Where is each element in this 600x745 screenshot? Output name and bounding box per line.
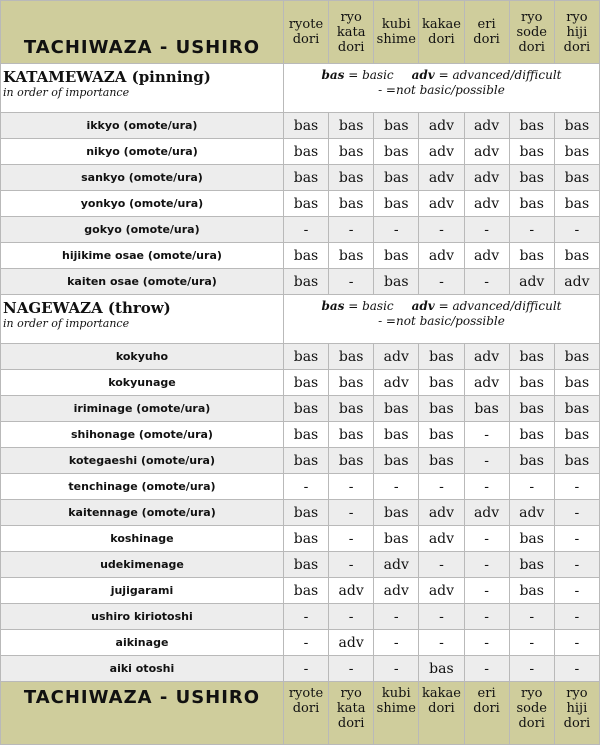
attack-header-line: sode: [516, 701, 547, 716]
legend-bas-desc: = basic: [348, 299, 394, 313]
rating-cell: adv: [509, 500, 554, 526]
rating-cell: bas: [509, 526, 554, 552]
rating-cell: bas: [554, 165, 599, 191]
rating-cell: bas: [509, 344, 554, 370]
rating-cell: adv: [419, 243, 464, 269]
rating-cell: -: [329, 217, 374, 243]
technique-name: nikyo (omote/ura): [1, 139, 284, 165]
attack-header-line: eri: [477, 686, 496, 701]
technique-name: kokyunage: [1, 370, 284, 396]
section-title-cell: [1, 295, 284, 344]
rating-cell: -: [374, 217, 419, 243]
attack-header-line: dori: [518, 716, 545, 731]
section-subtitle: in order of importance: [3, 317, 130, 330]
rating-cell: bas: [329, 165, 374, 191]
attack-header-line: eri: [477, 17, 496, 32]
attack-header-line: kata: [336, 24, 366, 40]
attack-header-line: ryo: [340, 686, 362, 701]
table-body: [1, 1, 600, 745]
rating-cell: bas: [509, 552, 554, 578]
rating-cell: bas: [329, 344, 374, 370]
rating-cell: bas: [419, 422, 464, 448]
attack-header: [329, 1, 374, 64]
rating-cell: -: [374, 656, 419, 682]
footer-row: [1, 682, 600, 745]
table-row: [1, 656, 600, 682]
technique-name: yonkyo (omote/ura): [1, 191, 284, 217]
table-row: [1, 552, 600, 578]
rating-cell: -: [554, 630, 599, 656]
rating-cell: -: [509, 474, 554, 500]
rating-cell: -: [464, 474, 509, 500]
rating-cell: adv: [419, 526, 464, 552]
rating-cell: bas: [374, 448, 419, 474]
attack-header-line: ryo: [340, 9, 362, 25]
legend-line: [284, 68, 599, 83]
rating-cell: adv: [374, 370, 419, 396]
rating-cell: adv: [464, 370, 509, 396]
rating-cell: adv: [419, 578, 464, 604]
rating-cell: bas: [374, 269, 419, 295]
attack-header-line: kakae: [421, 686, 461, 701]
section-header-row: [1, 64, 600, 113]
table-title: TACHIWAZA - USHIRO: [1, 1, 284, 64]
rating-cell: -: [464, 269, 509, 295]
rating-cell: bas: [509, 139, 554, 165]
section-title: NAGEWAZA (throw): [3, 299, 171, 317]
attack-header-line: kakae: [421, 17, 461, 32]
attack-header-line: dori: [518, 39, 545, 55]
rating-cell: bas: [374, 422, 419, 448]
rating-cell: bas: [283, 269, 328, 295]
technique-name: kotegaeshi (omote/ura): [1, 448, 284, 474]
rating-cell: adv: [464, 113, 509, 139]
rating-cell: bas: [464, 396, 509, 422]
rating-cell: adv: [374, 552, 419, 578]
rating-cell: adv: [329, 630, 374, 656]
rating-cell: adv: [419, 500, 464, 526]
attack-header: [554, 1, 599, 64]
rating-cell: -: [419, 604, 464, 630]
table-row: [1, 526, 600, 552]
rating-cell: bas: [509, 165, 554, 191]
technique-name: tenchinage (omote/ura): [1, 474, 284, 500]
rating-cell: adv: [419, 139, 464, 165]
attack-header-line: sode: [516, 24, 547, 40]
legend-adv-key: adv: [411, 299, 435, 313]
rating-cell: adv: [464, 165, 509, 191]
rating-cell: bas: [554, 191, 599, 217]
attack-header-line: kubi: [381, 17, 411, 32]
rating-cell: bas: [419, 344, 464, 370]
attack-header: [419, 682, 464, 745]
rating-cell: adv: [419, 165, 464, 191]
rating-cell: -: [464, 578, 509, 604]
legend-bas-key: bas: [321, 68, 345, 82]
rating-cell: -: [554, 217, 599, 243]
rating-cell: -: [374, 474, 419, 500]
rating-cell: bas: [554, 113, 599, 139]
rating-cell: -: [329, 500, 374, 526]
rating-cell: adv: [419, 191, 464, 217]
rating-cell: -: [419, 552, 464, 578]
rating-cell: -: [374, 604, 419, 630]
technique-name: kaiten osae (omote/ura): [1, 269, 284, 295]
attack-header: [419, 1, 464, 64]
rating-cell: bas: [329, 191, 374, 217]
rating-cell: -: [464, 552, 509, 578]
attack-header: [464, 682, 509, 745]
rating-cell: bas: [329, 448, 374, 474]
attack-header-line: dori: [337, 39, 365, 55]
attack-header: [329, 682, 374, 745]
rating-cell: bas: [283, 139, 328, 165]
legend-line: [284, 299, 599, 314]
rating-cell: bas: [554, 243, 599, 269]
rating-cell: -: [554, 474, 599, 500]
rating-cell: bas: [554, 448, 599, 474]
attack-header-line: ryote: [288, 17, 324, 32]
rating-cell: bas: [419, 396, 464, 422]
rating-cell: -: [419, 269, 464, 295]
table-row: [1, 217, 600, 243]
rating-cell: -: [419, 217, 464, 243]
section-title: KATAMEWAZA (pinning): [3, 68, 211, 86]
rating-cell: bas: [374, 165, 419, 191]
attack-header: [509, 682, 554, 745]
rating-cell: -: [464, 422, 509, 448]
attack-header-line: dori: [473, 32, 500, 47]
technique-name: gokyo (omote/ura): [1, 217, 284, 243]
rating-cell: bas: [509, 243, 554, 269]
rating-cell: -: [283, 604, 328, 630]
legend-other: - =not basic/possible: [378, 314, 505, 328]
legend-adv-desc: = advanced/difficult: [438, 68, 562, 82]
rating-cell: -: [329, 474, 374, 500]
table-row: [1, 191, 600, 217]
rating-cell: adv: [374, 578, 419, 604]
legend-other: - =not basic/possible: [378, 83, 505, 97]
table-row: [1, 500, 600, 526]
rating-cell: -: [283, 474, 328, 500]
rating-cell: -: [374, 630, 419, 656]
table-title: TACHIWAZA - USHIRO: [1, 682, 284, 745]
table-row: [1, 578, 600, 604]
table-row: [1, 474, 600, 500]
table-row: [1, 604, 600, 630]
rating-cell: bas: [283, 448, 328, 474]
technique-name: udekimenage: [1, 552, 284, 578]
rating-cell: -: [554, 578, 599, 604]
rating-cell: -: [464, 448, 509, 474]
rating-cell: bas: [329, 396, 374, 422]
rating-cell: bas: [283, 578, 328, 604]
attack-header-line: ryote: [288, 686, 324, 701]
rating-cell: bas: [554, 344, 599, 370]
rating-cell: bas: [554, 370, 599, 396]
rating-cell: bas: [509, 448, 554, 474]
attack-header-line: shime: [376, 32, 416, 47]
rating-cell: bas: [419, 656, 464, 682]
rating-cell: -: [464, 630, 509, 656]
technique-name: sankyo (omote/ura): [1, 165, 284, 191]
rating-cell: bas: [329, 139, 374, 165]
attack-header-line: kubi: [381, 686, 411, 701]
attack-header: [283, 1, 328, 64]
rating-cell: bas: [329, 370, 374, 396]
rating-cell: adv: [464, 500, 509, 526]
technique-name: kokyuho: [1, 344, 284, 370]
rating-cell: bas: [509, 422, 554, 448]
attack-header: [283, 682, 328, 745]
rating-cell: adv: [464, 344, 509, 370]
rating-cell: -: [419, 474, 464, 500]
rating-cell: bas: [329, 113, 374, 139]
attack-header-line: ryo: [521, 686, 543, 701]
technique-name: aikinage: [1, 630, 284, 656]
rating-cell: -: [554, 656, 599, 682]
rating-cell: -: [283, 217, 328, 243]
attack-header-line: dori: [292, 701, 320, 716]
rating-cell: bas: [374, 526, 419, 552]
rating-cell: bas: [329, 243, 374, 269]
rating-cell: -: [329, 604, 374, 630]
rating-cell: bas: [283, 370, 328, 396]
rating-cell: adv: [374, 344, 419, 370]
technique-name: aiki otoshi: [1, 656, 284, 682]
rating-cell: -: [509, 217, 554, 243]
technique-name: ikkyo (omote/ura): [1, 113, 284, 139]
legend-bas-desc: = basic: [348, 68, 394, 82]
table-row: [1, 396, 600, 422]
rating-cell: adv: [554, 269, 599, 295]
technique-name: hijikime osae (omote/ura): [1, 243, 284, 269]
rating-cell: -: [509, 604, 554, 630]
table-row: [1, 370, 600, 396]
rating-cell: adv: [509, 269, 554, 295]
attack-header-line: dori: [428, 701, 455, 716]
technique-name: jujigarami: [1, 578, 284, 604]
rating-cell: bas: [509, 578, 554, 604]
rating-cell: bas: [509, 113, 554, 139]
rating-cell: -: [419, 630, 464, 656]
rating-cell: bas: [283, 191, 328, 217]
rating-cell: bas: [509, 396, 554, 422]
rating-cell: bas: [283, 552, 328, 578]
attack-header-line: dori: [337, 716, 365, 731]
legend-adv-desc: = advanced/difficult: [438, 299, 562, 313]
rating-cell: bas: [374, 113, 419, 139]
rating-cell: bas: [419, 370, 464, 396]
rating-cell: -: [554, 552, 599, 578]
attack-header-line: dori: [563, 716, 591, 731]
rating-cell: -: [464, 604, 509, 630]
rating-cell: bas: [283, 396, 328, 422]
technique-name: ushiro kiriotoshi: [1, 604, 284, 630]
rating-cell: bas: [329, 422, 374, 448]
rating-cell: bas: [419, 448, 464, 474]
rating-cell: -: [554, 526, 599, 552]
attack-header-line: shime: [376, 701, 416, 716]
rating-cell: bas: [283, 500, 328, 526]
attack-header-line: dori: [473, 701, 500, 716]
rating-cell: bas: [554, 396, 599, 422]
technique-name: koshinage: [1, 526, 284, 552]
legend-bas-key: bas: [321, 299, 345, 313]
rating-cell: adv: [329, 578, 374, 604]
table-row: [1, 448, 600, 474]
table-row: [1, 630, 600, 656]
technique-name: kaitennage (omote/ura): [1, 500, 284, 526]
attack-header-line: hiji: [566, 701, 588, 716]
rating-cell: adv: [464, 139, 509, 165]
attack-header: [509, 1, 554, 64]
rating-cell: bas: [283, 113, 328, 139]
attack-header-line: dori: [428, 32, 455, 47]
rating-cell: bas: [554, 139, 599, 165]
legend: [283, 64, 599, 113]
rating-cell: bas: [283, 165, 328, 191]
rating-cell: -: [509, 630, 554, 656]
rating-cell: bas: [283, 344, 328, 370]
rating-cell: adv: [419, 113, 464, 139]
table-row: [1, 165, 600, 191]
rating-cell: -: [509, 656, 554, 682]
rating-cell: bas: [374, 191, 419, 217]
table-row: [1, 422, 600, 448]
section-title-cell: [1, 64, 284, 113]
rating-cell: -: [554, 604, 599, 630]
attack-header-line: dori: [563, 39, 591, 55]
rating-cell: bas: [374, 139, 419, 165]
rating-cell: -: [329, 552, 374, 578]
table-row: [1, 113, 600, 139]
rating-cell: -: [464, 526, 509, 552]
header-row: [1, 1, 600, 64]
table-row: [1, 243, 600, 269]
rating-cell: adv: [464, 243, 509, 269]
rating-cell: -: [283, 656, 328, 682]
attack-header: [464, 1, 509, 64]
rating-cell: -: [283, 630, 328, 656]
rating-cell: -: [329, 526, 374, 552]
rating-cell: -: [329, 269, 374, 295]
rating-cell: bas: [374, 500, 419, 526]
section-subtitle: in order of importance: [3, 86, 130, 99]
legend-adv-key: adv: [411, 68, 435, 82]
rating-cell: -: [464, 656, 509, 682]
rating-cell: bas: [283, 526, 328, 552]
rating-cell: adv: [464, 191, 509, 217]
attack-header-line: kata: [336, 701, 366, 716]
attack-header: [374, 682, 419, 745]
attack-header-line: ryo: [566, 686, 588, 701]
technique-name: iriminage (omote/ura): [1, 396, 284, 422]
attack-header-line: ryo: [566, 9, 588, 25]
section-header-row: [1, 295, 600, 344]
rating-cell: bas: [283, 243, 328, 269]
attack-header: [554, 682, 599, 745]
table-row: [1, 269, 600, 295]
attack-header-line: hiji: [566, 24, 588, 40]
rating-cell: bas: [509, 191, 554, 217]
technique-name: shihonage (omote/ura): [1, 422, 284, 448]
rating-cell: bas: [283, 422, 328, 448]
rating-cell: -: [554, 500, 599, 526]
rating-cell: bas: [554, 422, 599, 448]
rating-cell: bas: [374, 243, 419, 269]
attack-header: [374, 1, 419, 64]
table-row: [1, 139, 600, 165]
rating-cell: -: [464, 217, 509, 243]
table-row: [1, 344, 600, 370]
attack-header-line: ryo: [521, 9, 543, 25]
rating-cell: bas: [509, 370, 554, 396]
legend: [283, 295, 599, 344]
rating-cell: -: [329, 656, 374, 682]
rating-cell: bas: [374, 396, 419, 422]
attack-header-line: dori: [292, 32, 320, 47]
